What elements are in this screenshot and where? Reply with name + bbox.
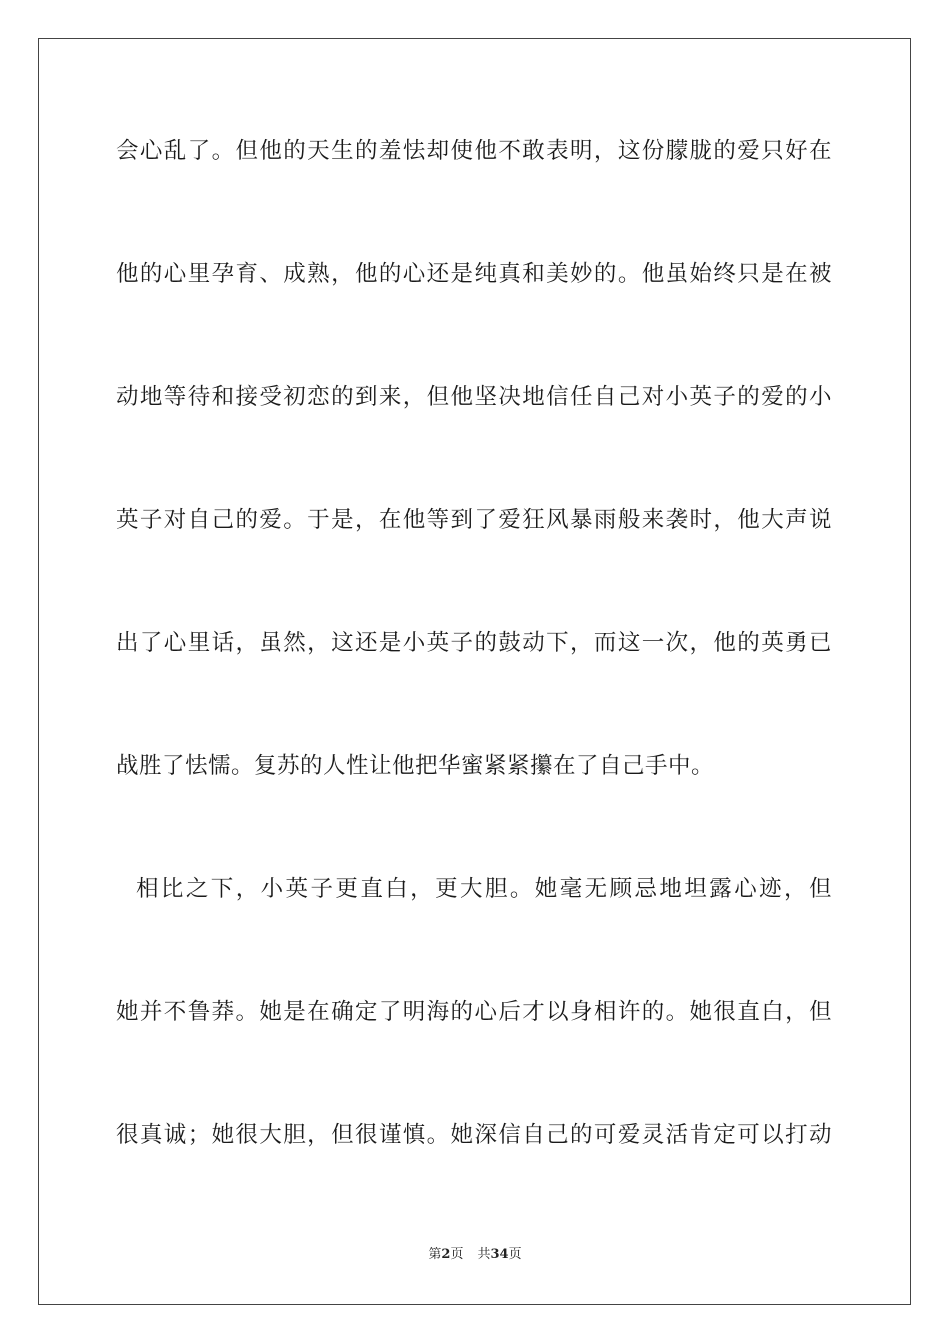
text-line-8: 她并不鲁莽。她是在确定了明海的心后才以身相许的。她很直白，但	[116, 999, 832, 1025]
total-prefix: 共	[477, 1247, 491, 1262]
text-line-2: 他的心里孕育、成熟，他的心还是纯真和美妙的。他虽始终只是在被	[116, 261, 832, 287]
page-prefix: 第	[428, 1247, 442, 1262]
text-line-7: 相比之下，小英子更直白，更大胆。她毫无顾忌地坦露心迹，但	[136, 876, 832, 902]
page-number: 2	[441, 1247, 451, 1262]
text-line-1: 会心乱了。但他的天生的羞怯却使他不敢表明，这份朦胧的爱只好在	[116, 138, 832, 164]
text-line-6: 战胜了怯懦。复苏的人性让他把华蜜紧紧攥在了自己手中。	[116, 753, 715, 779]
total-pages: 34	[490, 1247, 509, 1262]
text-line-4: 英子对自己的爱。于是，在他等到了爱狂风暴雨般来袭时，他大声说	[116, 507, 832, 533]
text-line-3: 动地等待和接受初恋的到来，但他坚决地信任自己对小英子的爱的小	[116, 384, 832, 410]
page-footer	[0, 1246, 950, 1264]
page-border	[38, 38, 911, 1305]
text-line-9: 很真诚；她很大胆，但很谨慎。她深信自己的可爱灵活肯定可以打动	[116, 1122, 832, 1148]
page-suffix: 页	[450, 1247, 464, 1262]
total-suffix: 页	[508, 1247, 522, 1262]
text-line-5: 出了心里话，虽然，这还是小英子的鼓动下，而这一次，他的英勇已	[116, 630, 832, 656]
